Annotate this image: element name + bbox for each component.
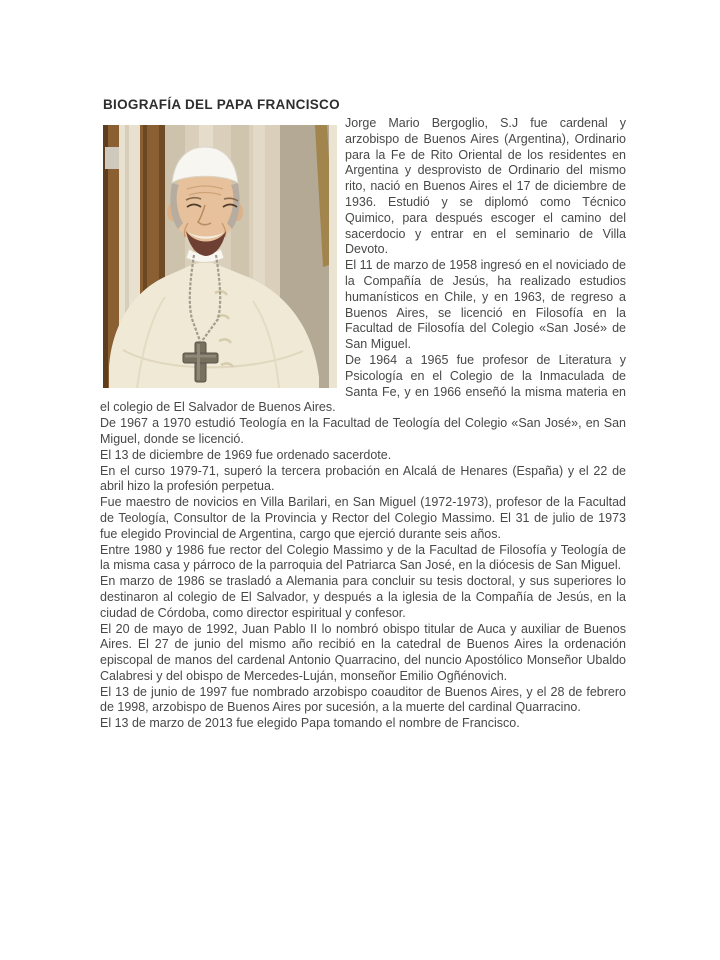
- paragraph: Fue maestro de novicios en Villa Barilari, en San Miguel (1972-1973), profesor de la Facultad de Teología, Consultor de la Provincia y Rector del Colegio Massimo. El 31 de julio de 1973 fue elegido Provincial de Argentina, cargo que ejerció durante seis años.: [100, 495, 626, 541]
- paragraph: De 1964 a 1965 fue profesor de Literatura y Psicología en el Colegio de la Inmaculada de Santa Fe, y en 1966 enseñó la misma materia en el colegio de El Salvador de Buenos Aires.: [100, 352, 626, 415]
- paragraph: El 20 de mayo de 1992, Juan Pablo II lo nombró obispo titular de Auca y auxiliar de Buenos Aires. El 27 de junio del mismo año recibió en la catedral de Buenos Aires la ordenación episcopal de manos del cardenal Antonio Quarracino, del nuncio Apostólico Monseñor Ubaldo Calabresi y del obispo de Mercedes-Luján, monseñor Emilio Ogñénovich.: [100, 621, 626, 683]
- paragraph: El 13 de marzo de 2013 fue elegido Papa tomando el nombre de Francisco.: [100, 716, 520, 731]
- pope-francis-photo: [103, 125, 337, 388]
- pope-francis-photo-illustration: [103, 125, 337, 388]
- paragraph: Jorge Mario Bergoglio, S.J fue cardenal y arzobispo de Buenos Aires (Argentina), Ordinario para la Fe de Rito Oriental de los residentes en Argentina y desprovisto de Ordinario del mismo rito, nació en Buenos Aires el 17 de diciembre de 1936. Estudió y se diplomó como Técnico Quimico, para después escoger el camino del sacerdocio y entrar en el seminario de Villa Devoto.: [345, 116, 626, 257]
- paragraph: En el curso 1979-71, superó la tercera probación en Alcalá de Henares (España) y el 22 de abril hizo la profesión perpetua.: [100, 463, 626, 494]
- page-title: BIOGRAFÍA DEL PAPA FRANCISCO: [103, 97, 340, 112]
- paragraph: Entre 1980 y 1986 fue rector del Colegio Massimo y de la Facultad de Filosofía y Teología de la misma casa y párroco de la parroquia del Patriarca San José, en la diócesis de San Miguel.: [100, 542, 626, 573]
- paragraph: De 1967 a 1970 estudió Teología en la Facultad de Teología del Colegio «San José», en San Miguel, donde se licenció.: [100, 416, 626, 446]
- paragraph: El 13 de diciembre de 1969 fue ordenado sacerdote.: [100, 447, 392, 462]
- paragraph: El 13 de junio de 1997 fue nombrado arzobispo coauditor de Buenos Aires, y el 28 de febrero de 1998, arzobispo de Buenos Aires por sucesión, a la muerte del cardinal Quarracino.: [100, 684, 626, 715]
- biography-text: [100, 116, 626, 732]
- paragraph: El 11 de marzo de 1958 ingresó en el noviciado de la Compañía de Jesús, ha realizado estudios humanísticos en Chile, y en 1963, de regreso a Buenos Aires, se licenció en Filosofía en la Facultad de Filosofía del Colegio «San José» de San Miguel.: [345, 258, 626, 352]
- paragraph: En marzo de 1986 se trasladó a Alemania para concluir su tesis doctoral, y sus superiores lo destinaron al colegio de El Salvador, y después a la iglesia de la Compañía de Jesús, en la ciudad de Córdoba, como director espiritual y confesor.: [100, 574, 626, 620]
